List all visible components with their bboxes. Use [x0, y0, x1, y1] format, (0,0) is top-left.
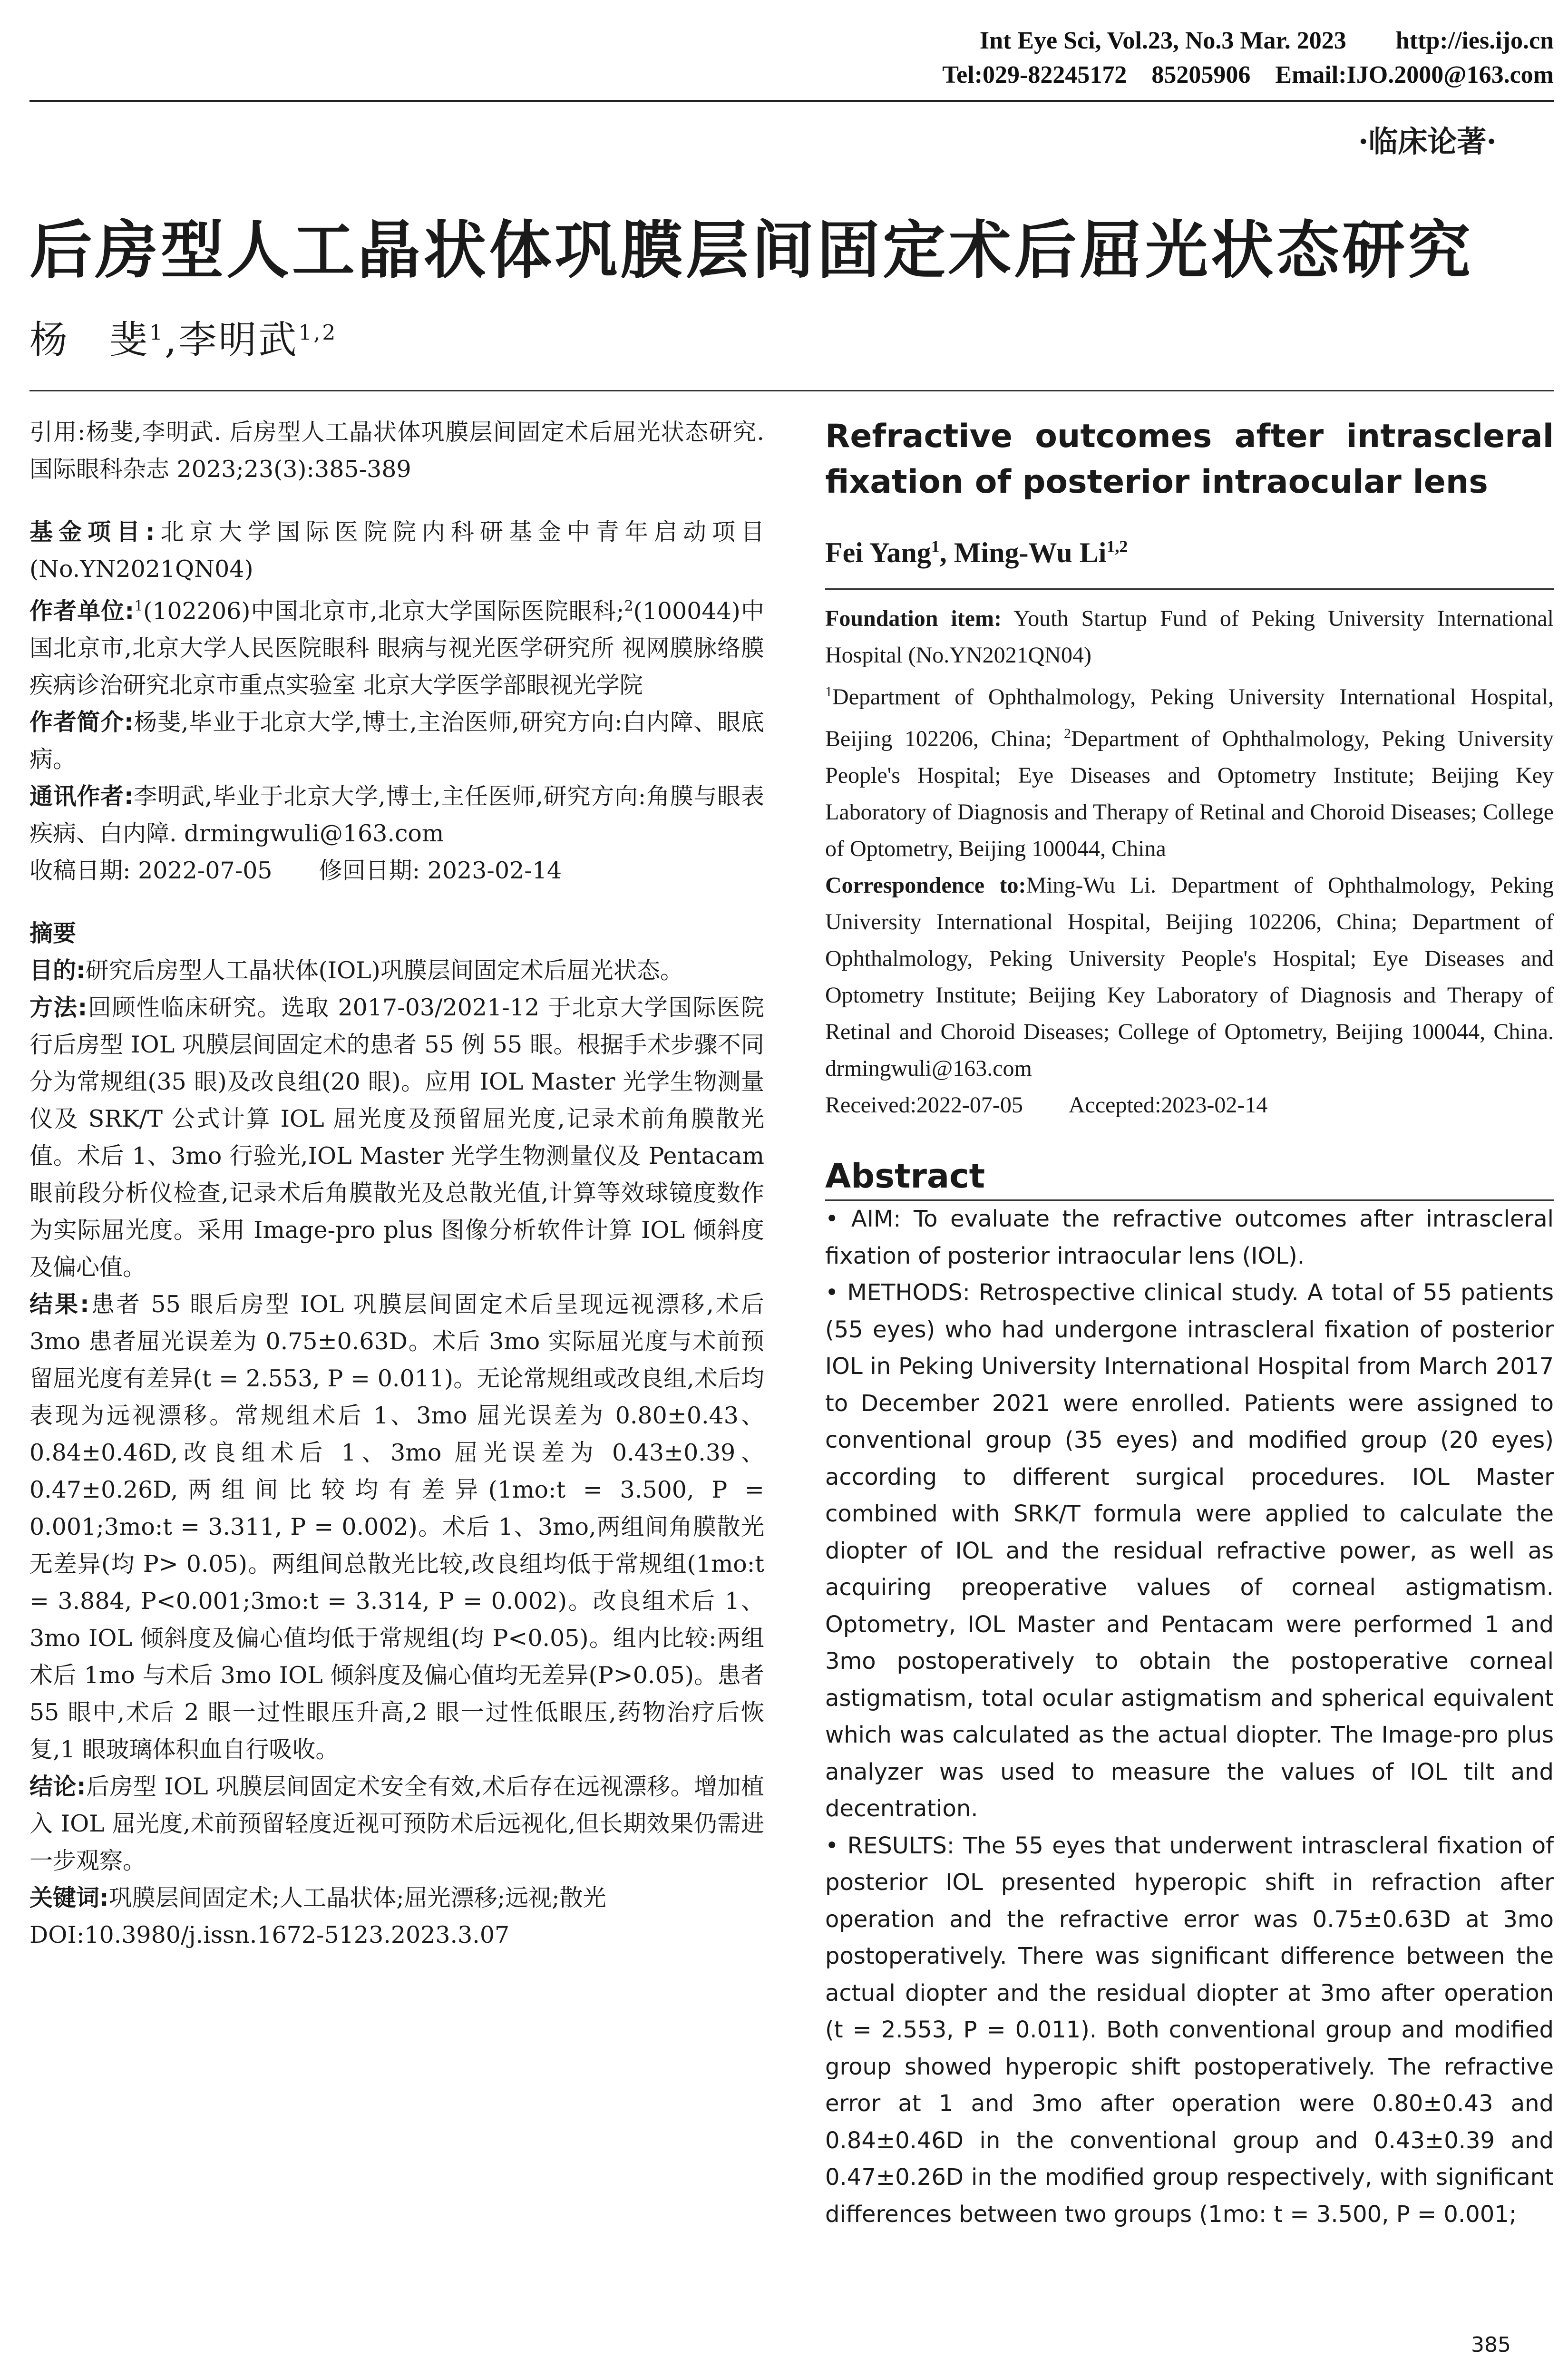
- aim-en: • AIM: To evaluate the refractive outcomes after intrascleral fixation of posterior intraocular lens (IOL).: [825, 1206, 1554, 1269]
- correspondence-text: Ming-Wu Li. Department of Ophthalmology, Peking University International Hospital, Beijing 102206, China; Department of Ophthalmology, Peking University People's Hospital; Eye Diseases and Optometry Institute; Beijing Key Laboratory of Diagnosis and Therapy of Retinal and Choroid Diseases; College of Optometry, Beijing 100044, China. drmingwuli@163.com: [825, 873, 1554, 1081]
- dept-sup-2: 2: [1064, 726, 1071, 741]
- methods-label: 方法:: [29, 994, 88, 1022]
- methods-en: • METHODS: Retrospective clinical study. A total of 55 patients (55 eyes) who had undergone intrascleral fixation of posterior IOL in Peking University International Hospital from March 2017 to December 2021 were enrolled. Patients were assigned to conventional group (35 eyes) and modified group (20 eyes) according to different surgical procedures. IOL Master combined with SRK/T formula were applied to calculate the diopter of IOL and the residual refractive power, as well as acquiring preoperative values of corneal astigmatism. Optometry, IOL Master and Pentacam were performed 1 and 3mo postoperatively to obtain the postoperative corneal astigmatism, total ocular astigmatism and spherical equivalent which was calculated as the actual diopter. The Image-pro plus analyzer was used to measure the values of IOL tilt and decentration.: [825, 1279, 1554, 1822]
- english-column: [825, 414, 1554, 2233]
- corresponding-author: [29, 778, 764, 852]
- abstract-heading-en: Abstract: [825, 1157, 985, 1196]
- author-2: ,李明武: [165, 318, 299, 362]
- author-1: 杨 斐: [29, 318, 149, 362]
- author-2-affil: 1,2: [298, 321, 338, 345]
- authors-cn: [29, 309, 337, 364]
- abstract-heading-text: 摘要: [29, 920, 77, 947]
- article-title-en: Refractive outcomes after intrascleral fixation of posterior intraocular lens: [825, 418, 1554, 501]
- fund-label: 基金项目:: [29, 518, 155, 546]
- citation: 引用:杨斐,李明武. 后房型人工晶状体巩膜层间固定术后屈光状态研究. 国际眼科杂志 2023;23(3):385-389: [29, 419, 764, 483]
- keywords-label: 关键词:: [29, 1884, 109, 1912]
- aim-label: 目的:: [29, 957, 86, 984]
- unit-sup-1: 1: [134, 598, 144, 614]
- dept-sup-1: 1: [825, 684, 832, 700]
- results-cn: [29, 1286, 764, 1768]
- conclusion-label: 结论:: [29, 1773, 86, 1801]
- affiliations-en: [825, 673, 1554, 867]
- section-tag: ·临床论著·: [1358, 124, 1497, 159]
- results-label: 结果:: [29, 1291, 89, 1318]
- chinese-column: [29, 414, 764, 1954]
- header-rule: [29, 100, 1554, 102]
- foundation-text: Youth Startup Fund of Peking University International Hospital (No.YN2021QN04): [825, 606, 1554, 668]
- page-number: 385: [1471, 2333, 1511, 2357]
- author-units: [29, 588, 764, 704]
- corr-text: 李明武,毕业于北京大学,博士,主任医师,研究方向:角膜与眼表疾病、白内障. drmingwuli@163.com: [29, 783, 764, 848]
- foundation-label: Foundation item:: [825, 606, 1002, 631]
- results-en: • RESULTS: The 55 eyes that underwent intrascleral fixation of posterior IOL presented hyperopic shift in refraction after operation and the refractive error was 0.75±0.63D at 3mo postoperatively. There was significant difference between the actual diopter and the residual diopter at 3mo after operation (t = 2.553, P = 0.011). Both conventional group and modified group showed hyperopic shift postoperatively. The refractive error at 1 and 3mo after operation were 0.80±0.43 and 0.84±0.46D in the conventional group and 0.43±0.39 and 0.47±0.26D in the modified group respectively, with significant differences between two groups (1mo: t = 3.500, P = 0.001;: [825, 1832, 1554, 2228]
- aim-text: 研究后房型人工晶状体(IOL)巩膜层间固定术后屈光状态。: [85, 957, 683, 984]
- dept-2: Department of Ophthalmology, Peking University People's Hospital; Eye Diseases and Optometry Institute; Beijing Key Laboratory of Diagnosis and Therapy of Retinal and Choroid Diseases; College of Optometry, Beijing 100044, China: [825, 726, 1554, 861]
- header-line-1: Int Eye Sci, Vol.23, No.3 Mar. 2023 http://ies.ijo.cn: [979, 27, 1554, 54]
- author-bio: [29, 704, 764, 778]
- authors-en: [825, 536, 1554, 569]
- journal-header: [793, 24, 1554, 92]
- abstract-heading-cn: [29, 915, 764, 952]
- fund-info: [29, 514, 764, 588]
- correspondence-label: Correspondence to:: [825, 873, 1026, 898]
- bio-text: 杨斐,毕业于北京大学,博士,主治医师,研究方向:白内障、眼底病。: [29, 709, 764, 773]
- header-line-2: Tel:029-82245172 85205906 Email:IJO.2000@163.com: [942, 61, 1554, 88]
- received-accepted: Received:2022-07-05 Accepted:2023-02-14: [825, 1092, 1268, 1118]
- doi: DOI:10.3980/j.issn.1672-5123.2023.3.07: [29, 1921, 510, 1949]
- unit-sup-2: 2: [624, 598, 633, 614]
- author-en-2: , Ming-Wu Li: [939, 537, 1107, 568]
- methods-text: 回顾性临床研究。选取 2017-03/2021-12 于北京大学国际医院行后房型 IOL 巩膜层间固定术的患者 55 例 55 眼。根据手术步骤不同分为常规组(35 眼)及改良组(20 眼)。应用 IOL Master 光学生物测量仪及 SRK/T 公式计算 IOL 屈光度及预留屈光度,记录术前角膜散光值。术后 1、3mo 行验光,IOL Master 光学生物测量仪及 Pentacam 眼前段分析仪检查,记录术后角膜散光及总散光值,计算等效球镜度数作为实际屈光度。采用 Image-pro plus 图像分析软件计算 IOL 倾斜度及偏心值。: [29, 994, 764, 1281]
- conclusion-text: 后房型 IOL 巩膜层间固定术安全有效,术后存在远视漂移。增加植入 IOL 屈光度,术前预留轻度近视可预防术后远视化,但长期效果仍需进一步观察。: [29, 1773, 764, 1875]
- keywords-cn: [29, 1880, 764, 1917]
- unit-2: (100044)中国北京市,北京大学人民医院眼科 眼病与视光医学研究所 视网膜脉络膜疾病诊治研究北京市重点实验室 北京大学医学部眼视光学院: [29, 597, 764, 699]
- results-text: 患者 55 眼后房型 IOL 巩膜层间固定术后呈现远视漂移,术后 3mo 患者屈光误差为 0.75±0.63D。术后 3mo 实际屈光度与术前预留屈光度有差异(t = 2.553, P = 0.011)。无论常规组或改良组,术后均表现为远视漂移。常规组术后 1、3mo 屈光误差为 0.80±0.43、0.84±0.46D,改良组术后 1、3mo 屈光误差为 0.43±0.39、0.47±0.26D,两组间比较均有差异(1mo:t = 3.500, P = 0.001;3mo:t = 3.311, P = 0.002)。术后 1、3mo,两组间角膜散光无差异(均 P> 0.05)。两组间总散光比较,改良组均低于常规组(1mo:t = 3.884, P<0.001;3mo:t = 3.314, P = 0.002)。改良组术后 1、3mo IOL 倾斜度及偏心值均低于常规组(均 P<0.05)。组内比较:两组术后 1mo 与术后 3mo IOL 倾斜度及偏心值均无差异(P>0.05)。患者 55 眼中,术后 2 眼一过性眼压升高,2 眼一过性低眼压,药物治疗后恢复,1 眼玻璃体积血自行吸收。: [29, 1291, 764, 1763]
- author-en-1: Fei Yang: [825, 537, 931, 568]
- author-1-affil: 1: [149, 321, 165, 345]
- aim-cn: [29, 952, 764, 989]
- dept-1: Department of Ophthalmology, Peking University International Hospital, Beijing 102206, China;: [825, 684, 1554, 751]
- methods-cn: [29, 989, 764, 1286]
- unit-label: 作者单位:: [29, 597, 135, 625]
- author-en-1-affil: 1: [931, 537, 940, 556]
- article-title-cn: 后房型人工晶状体巩膜层间固定术后屈光状态研究: [29, 214, 1473, 287]
- bio-label: 作者简介:: [29, 709, 134, 736]
- fund-text: 北京大学国际医院院内科研基金中青年启动项目(No.YN2021QN04): [29, 518, 764, 583]
- foundation-item: [825, 600, 1554, 673]
- conclusion-cn: [29, 1768, 764, 1880]
- author-en-2-affil: 1,2: [1106, 537, 1128, 556]
- received-dates: 收稿日期: 2022-07-05 修回日期: 2023-02-14: [29, 857, 562, 885]
- authors-rule: [29, 390, 1554, 391]
- unit-1: (102206)中国北京市,北京大学国际医院眼科;: [143, 597, 624, 625]
- corr-label: 通讯作者:: [29, 783, 134, 810]
- keywords-text: 巩膜层间固定术;人工晶状体;屈光漂移;远视;散光: [108, 1884, 606, 1912]
- correspondence-en: [825, 867, 1554, 1087]
